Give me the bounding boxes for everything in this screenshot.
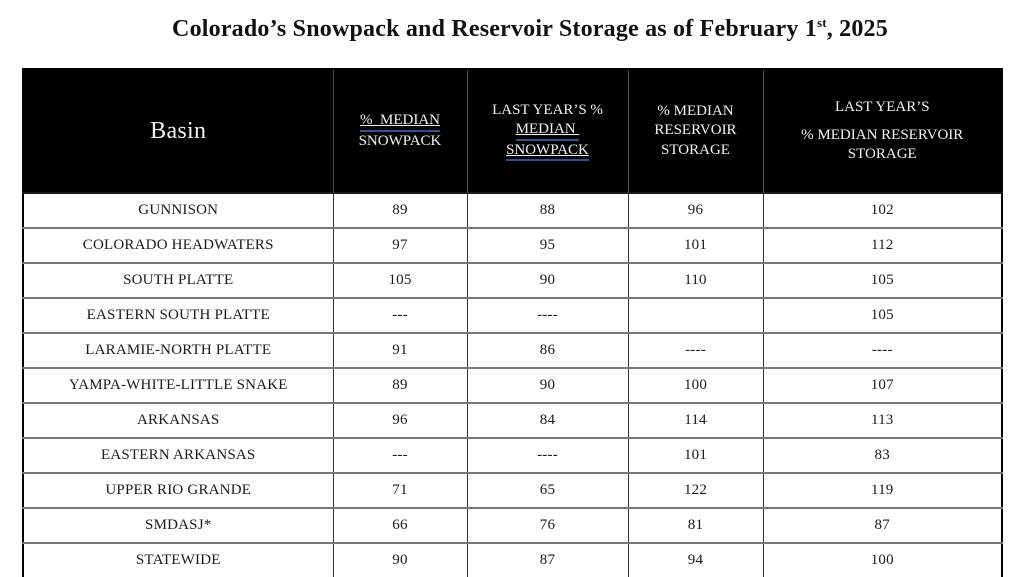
header-row bbox=[23, 69, 1002, 193]
value-cell: 96 bbox=[628, 193, 763, 228]
table-row-gunnison bbox=[23, 193, 1002, 228]
column-header-median-reservoir-storage bbox=[628, 69, 763, 193]
value-cell: 119 bbox=[763, 473, 1002, 508]
value-cell: --- bbox=[333, 438, 467, 473]
value-cell: 97 bbox=[333, 228, 467, 263]
value-cell: 122 bbox=[628, 473, 763, 508]
value-cell: 81 bbox=[628, 508, 763, 543]
header-line: LAST YEAR’S bbox=[834, 98, 930, 115]
page-title bbox=[60, 16, 1000, 43]
value-cell: 100 bbox=[763, 543, 1002, 577]
value-cell: 66 bbox=[333, 508, 467, 543]
header-underlined-text: MEDIAN bbox=[516, 121, 580, 140]
basin-cell: SMDASJ* bbox=[23, 508, 333, 543]
value-cell: 84 bbox=[467, 403, 628, 438]
value-cell: 107 bbox=[763, 368, 1002, 403]
value-cell: ---- bbox=[628, 333, 763, 368]
value-cell: 105 bbox=[763, 263, 1002, 298]
header-line bbox=[338, 111, 463, 131]
header-line: STORAGE bbox=[847, 146, 917, 163]
table-row-arkansas bbox=[23, 403, 1002, 438]
snowpack-reservoir-table bbox=[22, 68, 1003, 577]
value-cell: 87 bbox=[763, 508, 1002, 543]
basin-cell: SOUTH PLATTE bbox=[23, 263, 333, 298]
table-row-colorado-headwaters bbox=[23, 228, 1002, 263]
value-cell: 90 bbox=[467, 368, 628, 403]
header-line: % MEDIAN RESERVOIR bbox=[801, 126, 964, 143]
value-cell: ---- bbox=[467, 438, 628, 473]
value-cell: 88 bbox=[467, 193, 628, 228]
table-row-statewide bbox=[23, 543, 1002, 577]
title-superscript: st bbox=[816, 15, 827, 30]
value-cell: 100 bbox=[628, 368, 763, 403]
value-cell: ---- bbox=[763, 333, 1002, 368]
table-row-eastern-south-platte bbox=[23, 298, 1002, 333]
value-cell: 90 bbox=[333, 543, 467, 577]
value-cell: 89 bbox=[333, 193, 467, 228]
header-underlined-text: SNOWPACK bbox=[506, 142, 589, 161]
table-header bbox=[23, 69, 1002, 193]
value-cell: 113 bbox=[763, 403, 1002, 438]
table-row-laramie-north-platte bbox=[23, 333, 1002, 368]
table-row-yampa-white-little-snake bbox=[23, 368, 1002, 403]
value-cell: --- bbox=[333, 298, 467, 333]
header-line: RESERVOIR bbox=[654, 122, 737, 139]
title-text: Colorado’s Snowpack and Reservoir Storage as of February 1 bbox=[172, 16, 817, 42]
header-line bbox=[472, 141, 624, 161]
value-cell: 90 bbox=[467, 263, 628, 298]
value-cell: 71 bbox=[333, 473, 467, 508]
value-cell: 101 bbox=[628, 228, 763, 263]
value-cell: 110 bbox=[628, 263, 763, 298]
basin-cell: EASTERN SOUTH PLATTE bbox=[23, 298, 333, 333]
value-cell: 91 bbox=[333, 333, 467, 368]
basin-cell: LARAMIE-NORTH PLATTE bbox=[23, 333, 333, 368]
value-cell: 95 bbox=[467, 228, 628, 263]
value-cell bbox=[628, 298, 763, 333]
table-body bbox=[23, 193, 1002, 577]
value-cell: 105 bbox=[333, 263, 467, 298]
basin-cell: EASTERN ARKANSAS bbox=[23, 438, 333, 473]
table-row-eastern-arkansas bbox=[23, 438, 1002, 473]
table-row-south-platte bbox=[23, 263, 1002, 298]
basin-cell: STATEWIDE bbox=[23, 543, 333, 577]
value-cell: 83 bbox=[763, 438, 1002, 473]
table-row-smdasj bbox=[23, 508, 1002, 543]
header-line: STORAGE bbox=[661, 141, 730, 158]
value-cell: 96 bbox=[333, 403, 467, 438]
header-line: LAST YEAR’S % bbox=[492, 102, 603, 119]
value-cell: 114 bbox=[628, 403, 763, 438]
header-line: % MEDIAN bbox=[657, 103, 734, 120]
title-suffix: , 2025 bbox=[826, 16, 888, 42]
value-cell: 76 bbox=[467, 508, 628, 543]
column-header-median-snowpack bbox=[333, 69, 467, 193]
table-row-upper-rio-grande bbox=[23, 473, 1002, 508]
header-line bbox=[472, 120, 624, 140]
value-cell: 112 bbox=[763, 228, 1002, 263]
value-cell: 101 bbox=[628, 438, 763, 473]
basin-cell: YAMPA-WHITE-LITTLE SNAKE bbox=[23, 368, 333, 403]
basin-cell: UPPER RIO GRANDE bbox=[23, 473, 333, 508]
value-cell: 89 bbox=[333, 368, 467, 403]
header-underlined-text: % MEDIAN bbox=[360, 112, 440, 131]
column-header-last-year-median-reservoir-storage bbox=[763, 69, 1002, 193]
column-header-basin: Basin bbox=[23, 69, 333, 193]
value-cell: 86 bbox=[467, 333, 628, 368]
value-cell: 65 bbox=[467, 473, 628, 508]
basin-cell: ARKANSAS bbox=[23, 403, 333, 438]
basin-cell: COLORADO HEADWATERS bbox=[23, 228, 333, 263]
basin-cell: GUNNISON bbox=[23, 193, 333, 228]
value-cell: 102 bbox=[763, 193, 1002, 228]
header-line: SNOWPACK bbox=[358, 132, 442, 149]
value-cell: 87 bbox=[467, 543, 628, 577]
column-header-last-year-median-snowpack bbox=[467, 69, 628, 193]
value-cell: 94 bbox=[628, 543, 763, 577]
value-cell: 105 bbox=[763, 298, 1002, 333]
value-cell: ---- bbox=[467, 298, 628, 333]
